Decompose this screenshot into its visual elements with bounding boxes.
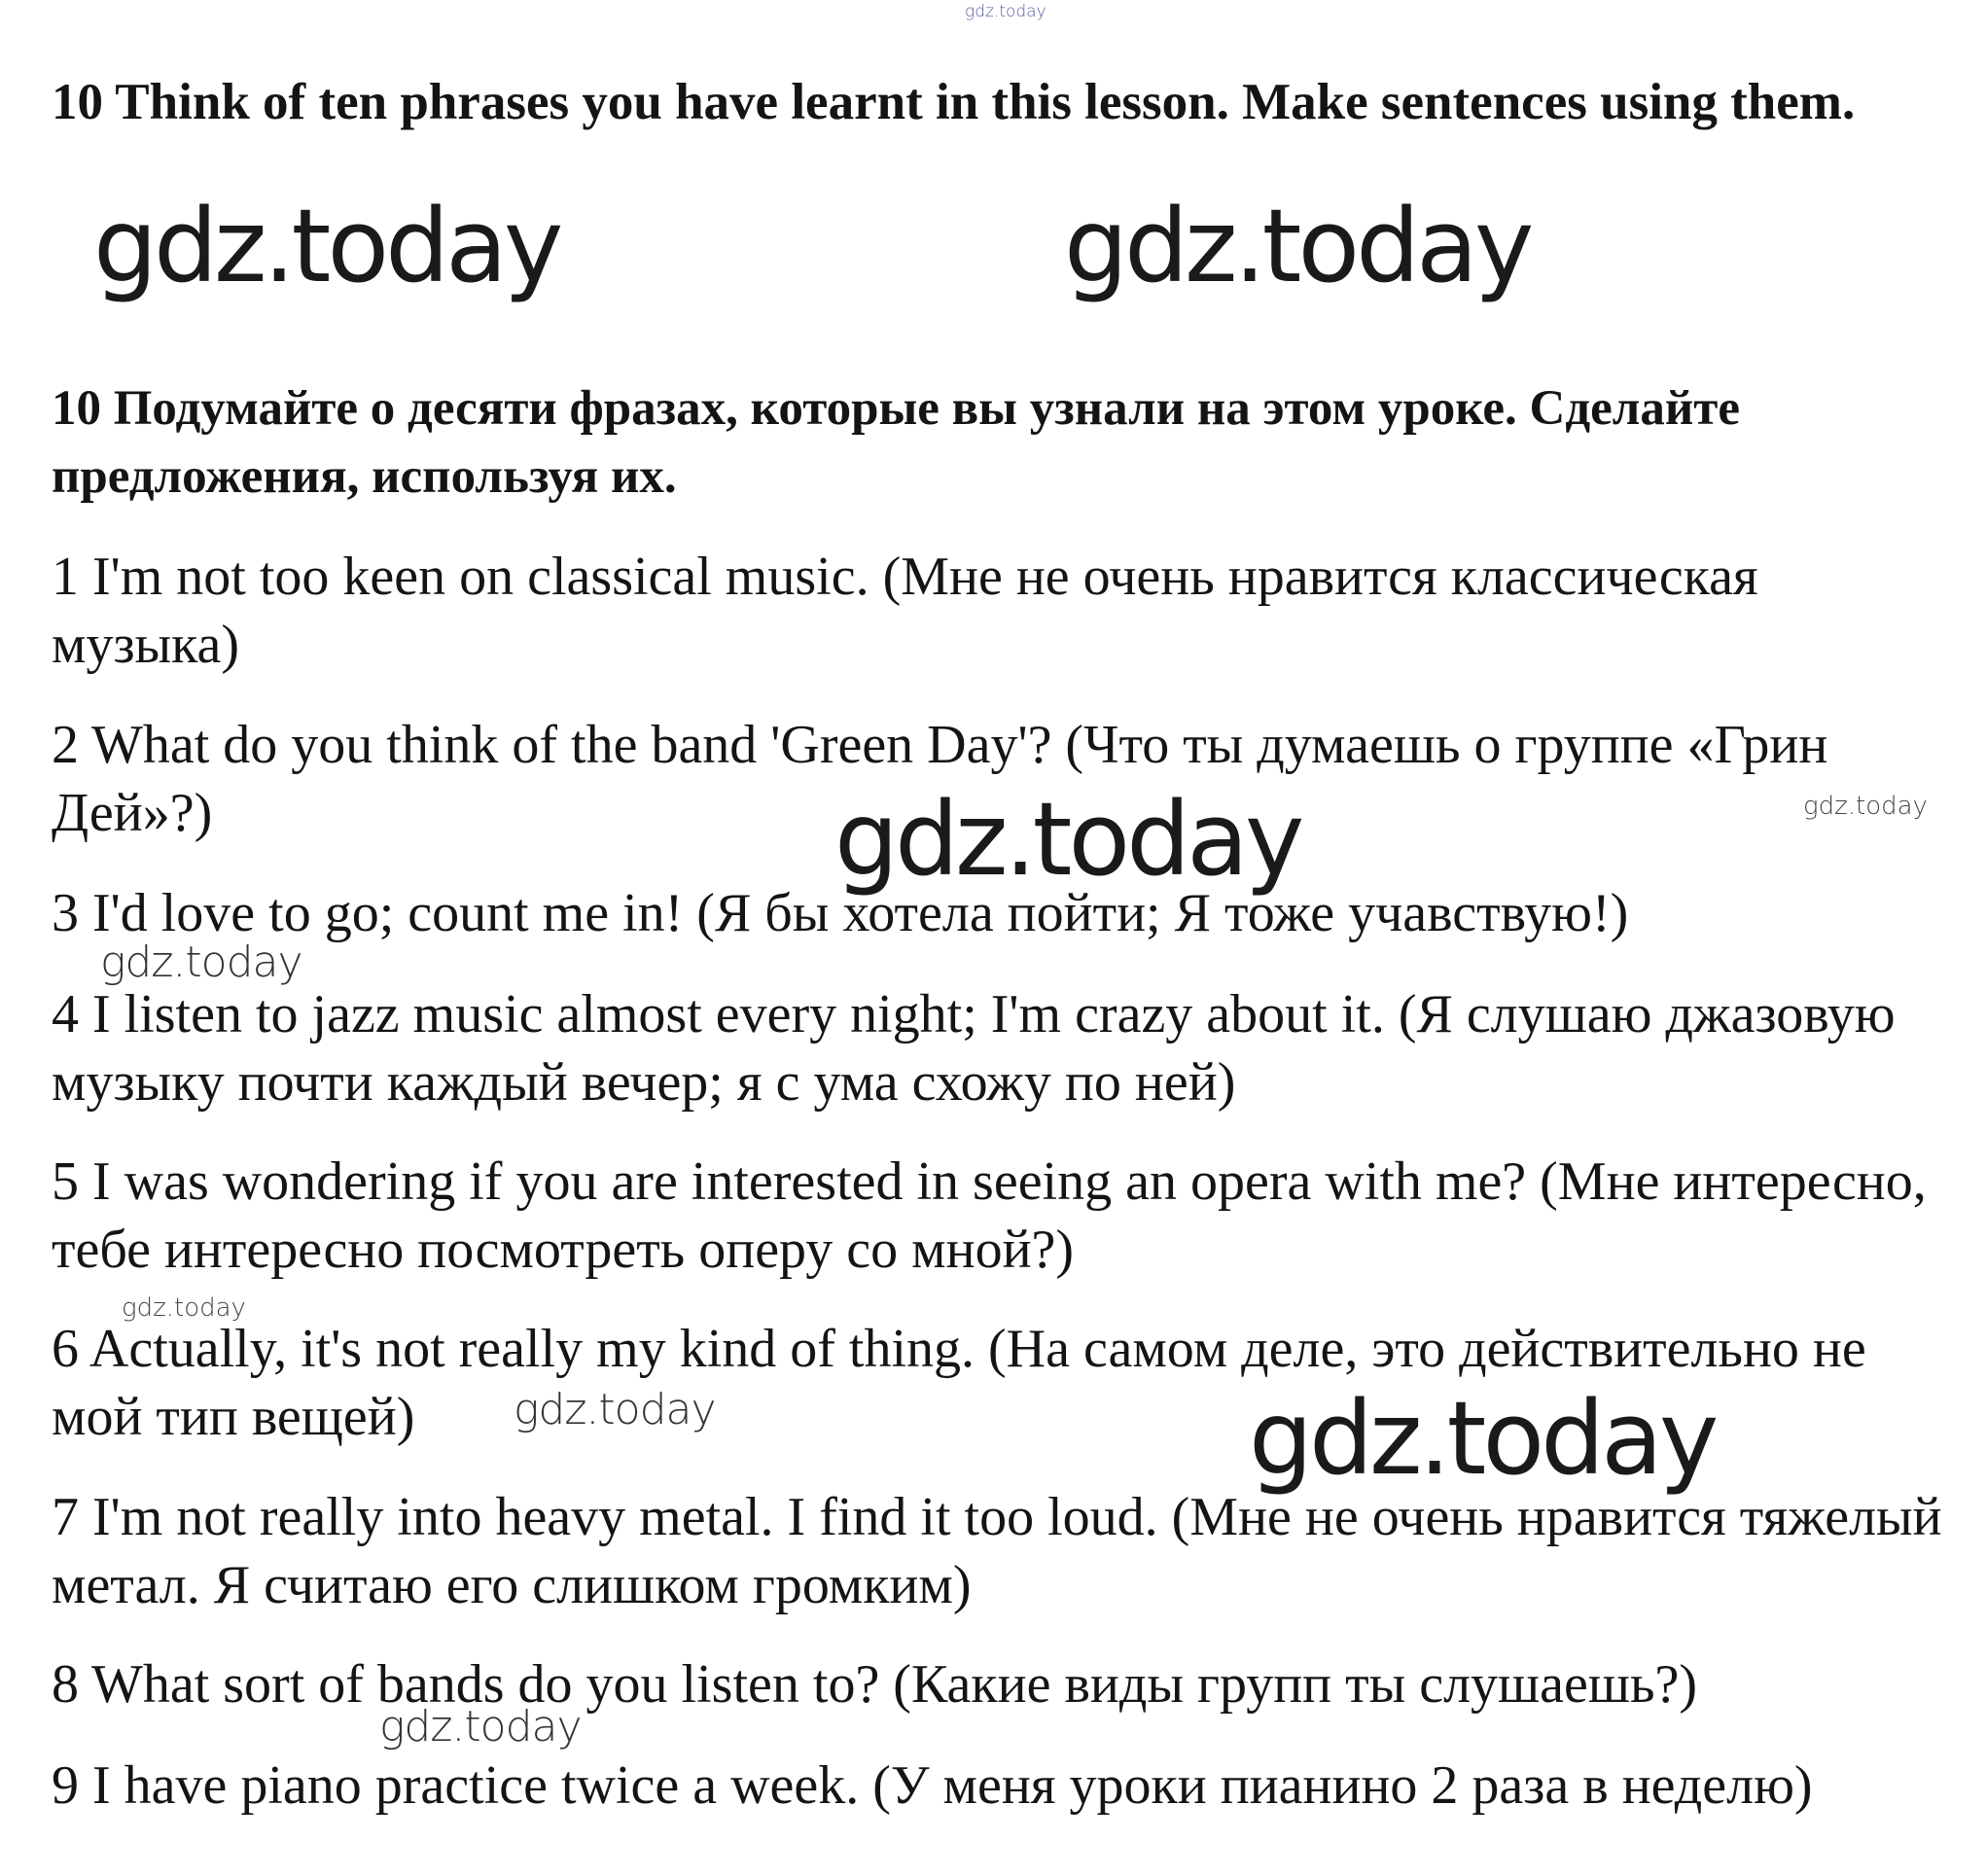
sentence-4: 4 I listen to jazz music almost every night; I'm crazy about it. (Я слушаю джазовую музыку почти каждый вечер; я с ума схожу по ней) xyxy=(52,984,1896,1113)
task-heading-english: 10 Think of ten phrases you have learnt in this lesson. Make sentences using them. xyxy=(52,74,1856,130)
sentence-7: 7 I'm not really into heavy metal. I find it too loud. (Мне не очень нравится тяжелый метал. Я считаю его слишком громким) xyxy=(52,1487,1942,1615)
watermark-large-center: gdz.today xyxy=(834,780,1301,899)
task-heading-russian: 10 Подумайте о десяти фразах, которые вы узнали на этом уроке. Сделайте предложения, используя их. xyxy=(52,381,1740,504)
watermark-small-left: gdz.today xyxy=(122,1293,246,1323)
watermark-large-left: gdz.today xyxy=(93,187,560,305)
sentence-2: 2 What do you think of the band 'Green Day'? (Что ты думаешь о группе «Грин Дей»?) xyxy=(52,715,1828,843)
sentence-3: 3 I'd love to go; count me in! (Я бы хотела пойти; Я тоже учавствую!) xyxy=(52,883,1629,943)
sentence-1: 1 I'm not too keen on classical music. (Мне не очень нравится классическая музыка) xyxy=(52,547,1758,675)
watermark-mid-left: gdz.today xyxy=(100,938,302,987)
watermark-large-lower-right: gdz.today xyxy=(1249,1379,1716,1498)
sentence-6: 6 Actually, it's not really my kind of thing. (На самом деле, это действительно не мой тип вещей) xyxy=(52,1319,1866,1447)
sentence-9: 9 I have piano practice twice a week. (У меня уроки пианино 2 раза в неделю) xyxy=(52,1755,1813,1816)
watermark-small-right: gdz.today xyxy=(1803,792,1928,821)
watermark-large-right: gdz.today xyxy=(1064,187,1531,305)
watermark-top: gdz.today xyxy=(965,2,1046,21)
watermark-mid-inline: gdz.today xyxy=(514,1385,716,1434)
watermark-mid-lower: gdz.today xyxy=(379,1702,582,1752)
sentence-5: 5 I was wondering if you are interested in seeing an opera with me? (Мне интересно, тебе интересно посмотреть оперу со мной?) xyxy=(52,1151,1927,1280)
sentence-8: 8 What sort of bands do you listen to? (Какие виды групп ты слушаешь?) xyxy=(52,1654,1698,1715)
